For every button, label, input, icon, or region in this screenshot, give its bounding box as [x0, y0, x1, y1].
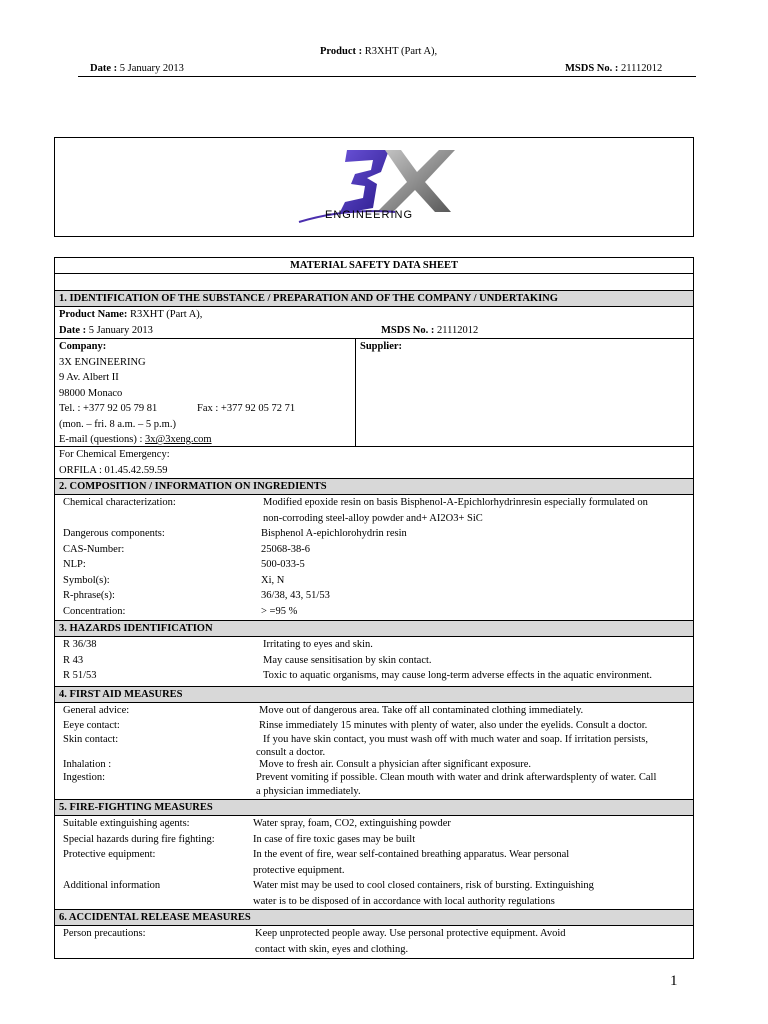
ingredient-label: CAS-Number: [63, 543, 125, 555]
ingredient-label: Symbol(s): [63, 574, 110, 586]
ingredient-row [59, 558, 689, 574]
section6-heading [55, 910, 693, 926]
ingredient-value: 25068-38-6 [261, 543, 310, 555]
emergency-value: ORFILA : 01.45.42.59.59 [59, 464, 168, 476]
agents-value: Water spray, foam, CO2, extinguishing powder [253, 818, 451, 829]
msds-value: 21112012 [437, 324, 479, 336]
person-label: Person precautions: [63, 928, 146, 939]
ingredient-row [59, 574, 689, 590]
section5-heading-text: 5. FIRE-FIGHTING MEASURES [59, 802, 213, 813]
protect-label: Protective equipment: [63, 849, 156, 860]
header-date-label: Date : [90, 63, 118, 74]
ingredient-value: 36/38, 43, 51/53 [261, 590, 330, 601]
chem-line-2 [59, 512, 689, 528]
hazard-text: Irritating to eyes and skin. [263, 639, 373, 650]
msds-label: MSDS No. : [381, 324, 435, 336]
section5-body [55, 816, 693, 910]
header-msds [565, 62, 662, 75]
company-supplier-row [55, 339, 693, 447]
section4-heading-text: 4. FIRST AID MEASURES [59, 689, 183, 700]
section4-body [55, 703, 693, 800]
section1-heading [55, 291, 693, 307]
supplier-cell [356, 339, 693, 446]
header-product [320, 45, 437, 58]
date-value: 5 January 2013 [88, 324, 153, 336]
additional-value-2: water is to be disposed of in accordance with local authority regulations [253, 895, 555, 907]
hours-line: (mon. – fri. 8 a.m. – 5 p.m.) [59, 418, 176, 430]
ingredient-row [59, 527, 689, 543]
section5-heading [55, 800, 693, 816]
hazard-row [59, 669, 689, 685]
emergency-label: For Chemical Emergency: [59, 449, 170, 460]
company-line-2: 9 Av. Albert II [59, 372, 119, 383]
ingest-value-1: Prevent vomiting if possible. Clean mouth with water and drink afterwardsplenty of water. Call [256, 772, 657, 783]
logo-box [54, 137, 694, 237]
section4-heading [55, 687, 693, 703]
product-name-value: R3XHT (Part A), [129, 309, 203, 320]
supplier-label: Supplier: [360, 341, 403, 352]
skin-value-2: consult a doctor. [256, 747, 326, 758]
eye-value: Rinse immediately 15 minutes with plenty of water, also under the eyelids. Consult a doctor. [259, 720, 648, 731]
header-product-value: R3XHT (Part A), [364, 46, 438, 57]
hazard-row [59, 654, 689, 670]
ingredient-value: 500-033-5 [261, 559, 305, 570]
person-precautions-2 [59, 943, 689, 959]
section6-heading-text: 6. ACCIDENTAL RELEASE MEASURES [59, 912, 251, 923]
section6-body [55, 926, 693, 959]
section1-product-row [55, 307, 693, 339]
ingest-value-2: a physician immediately. [256, 786, 361, 797]
hazard-code: R 51/53 [63, 670, 97, 681]
sheet-title [55, 258, 693, 274]
fire-protect [59, 848, 689, 864]
person-value-2: contact with skin, eyes and clothing. [255, 943, 409, 955]
email-link[interactable]: 3x@3xeng.com [145, 434, 212, 445]
company-line-3: 98000 Monaco [59, 387, 123, 399]
section3-heading [55, 621, 693, 637]
ingredient-label: Dangerous components: [63, 528, 165, 539]
hazard-code: R 36/38 [63, 639, 97, 650]
company-cell [55, 339, 356, 446]
date-label: Date : [59, 324, 87, 336]
section1-heading-text: 1. IDENTIFICATION OF THE SUBSTANCE / PREPARATION AND OF THE COMPANY / UNDERTAKING [59, 293, 558, 304]
hazard-text: Toxic to aquatic organisms, may cause long-term adverse effects in the aquatic environment. [263, 670, 652, 681]
company-logo [55, 138, 693, 236]
company-label: Company: [59, 341, 107, 352]
ingredient-label: NLP: [63, 559, 86, 570]
agents-label: Suitable extinguishing agents: [63, 818, 190, 829]
fire-agents [59, 817, 689, 833]
section3-body [55, 637, 693, 687]
section2-body [55, 495, 693, 621]
person-value-1: Keep unprotected people away. Use personal protective equipment. Avoid [255, 928, 566, 939]
ingredient-row [59, 605, 689, 621]
chem-value-2: non-corroding steel-alloy powder and+ AI2O3+ SiC [263, 512, 483, 524]
date-line [59, 324, 689, 340]
chem-value-1: Modified epoxide resin on basis Bisphenol-A-Epichlorhydrinresin especially formulated on [263, 497, 648, 508]
protect-value-1: In the event of fire, wear self-contained breathing apparatus. Wear personal [253, 849, 570, 860]
ingredient-value: Bisphenol A-epichlorohydrin resin [261, 528, 407, 539]
tel-value: Tel. : +377 92 05 79 81 [59, 403, 158, 414]
ingredient-label: R-phrase(s): [63, 590, 115, 601]
first-aid-inhalation [59, 758, 689, 771]
skin-label: Skin contact: [63, 734, 119, 745]
section2-heading [55, 479, 693, 495]
fire-protect-2 [59, 864, 689, 880]
ingredient-row [59, 543, 689, 559]
header-rule [78, 76, 696, 77]
ingredient-value: > =95 % [261, 605, 298, 617]
chem-line-1 [59, 496, 689, 512]
product-name-line [59, 308, 689, 324]
first-aid-ingestion [59, 771, 689, 785]
additional-label: Additional information [63, 880, 161, 891]
header-msds-label: MSDS No. : [565, 63, 619, 74]
spacer-row [55, 274, 693, 291]
fire-special [59, 833, 689, 849]
tel-fax-line [59, 402, 351, 418]
header-product-label: Product : [320, 46, 363, 57]
person-precautions [59, 927, 689, 943]
special-label: Special hazards during fire fighting: [63, 833, 215, 845]
special-value: In case of fire toxic gases may be built [253, 833, 416, 845]
header-msds-value: 21112012 [621, 63, 663, 74]
additional-value-1: Water mist may be used to cool closed containers, risk of bursting. Extinguishing [253, 880, 594, 891]
company-line-1: 3X ENGINEERING [59, 356, 146, 368]
general-value: Move out of dangerous area. Take off all contaminated clothing immediately. [259, 705, 584, 716]
email-label: E-mail (questions) : [59, 434, 143, 445]
sheet-title-text: MATERIAL SAFETY DATA SHEET [290, 260, 458, 271]
inhal-value: Move to fresh air. Consult a physician after significant exposure. [259, 759, 532, 770]
fire-additional [59, 879, 689, 895]
chem-label: Chemical characterization: [63, 497, 176, 508]
eye-label: Eeye contact: [63, 720, 120, 731]
fax-value: Fax : +377 92 05 72 71 [197, 403, 296, 414]
hazard-code: R 43 [63, 654, 84, 666]
first-aid-eye [59, 719, 689, 733]
ingredient-value: Xi, N [261, 574, 285, 586]
msds-line [381, 324, 478, 337]
inhal-label: Inhalation : [63, 759, 112, 770]
emergency-row [55, 447, 693, 479]
first-aid-general [59, 704, 689, 719]
protect-value-2: protective equipment. [253, 864, 345, 876]
ingredient-label: Concentration: [63, 605, 126, 617]
first-aid-ingestion-2 [59, 785, 689, 798]
section2-heading-text: 2. COMPOSITION / INFORMATION ON INGREDIENTS [59, 481, 327, 492]
msds-sheet [54, 257, 694, 959]
first-aid-skin-2 [59, 746, 689, 758]
page-number: 1 [670, 973, 678, 989]
header-date-value: 5 January 2013 [119, 63, 184, 74]
general-label: General advice: [63, 705, 130, 716]
ingest-label: Ingestion: [63, 772, 105, 783]
logo-subtitle: ENGINEERING [325, 209, 414, 221]
ingredient-row [59, 589, 689, 605]
header-date [90, 62, 184, 75]
product-name-label: Product Name: [59, 309, 128, 320]
section3-heading-text: 3. HAZARDS IDENTIFICATION [59, 623, 213, 634]
hazard-text: May cause sensitisation by skin contact. [263, 654, 432, 666]
fire-additional-2 [59, 895, 689, 911]
first-aid-skin [59, 733, 689, 746]
hazard-row [59, 638, 689, 654]
skin-value-1: If you have skin contact, you must wash off with much water and soap. If irritation persists, [263, 734, 649, 745]
